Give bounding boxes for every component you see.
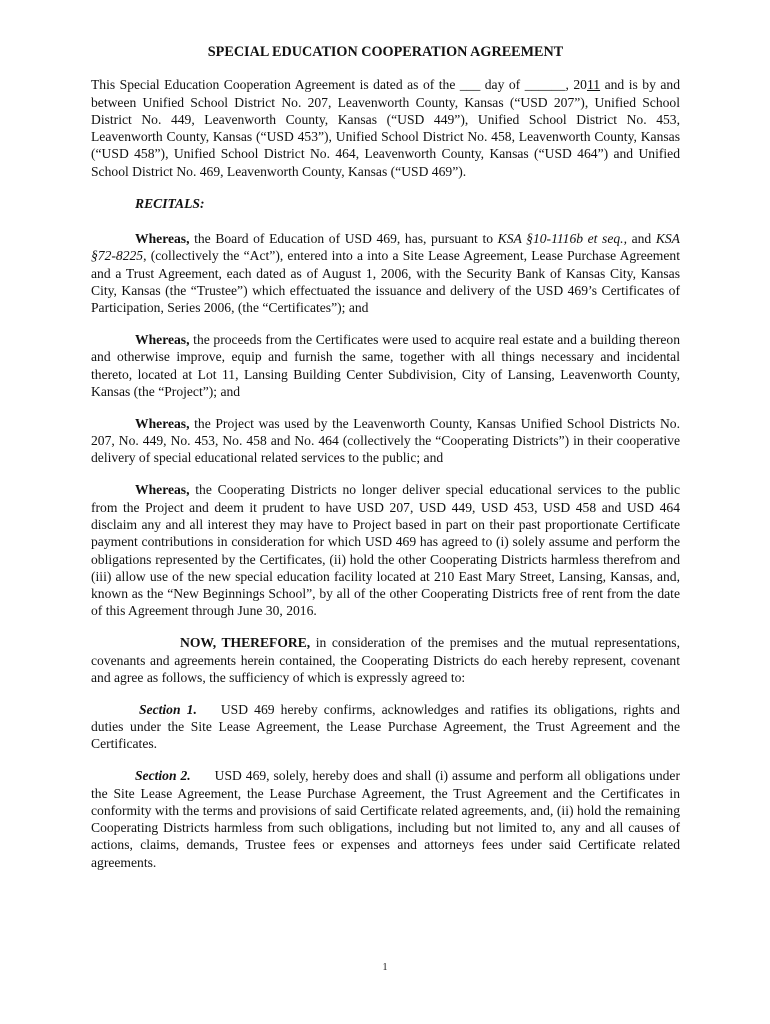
whereas-paragraph-1 bbox=[91, 230, 680, 316]
whereas2-text: the proceeds from the Certificates were used to acquire real estate and a building thereon and otherwise improve, equip and furnish the same, together with all things necessary and incidental thereto, located at Lot 11, Lansing Building Center Subdivision, City of Lansing, Leavenworth County, Kansas (the “Project”); and bbox=[91, 332, 680, 399]
intro-year-underlined: 11 bbox=[586, 77, 601, 93]
whereas4-text: the Cooperating Districts no longer deliver special educational services to the public from the Project and deem it prudent to have USD 207, USD 449, USD 453, USD 458 and USD 464 disclaim any and all interest they may have to Project based in part on their past proportionate Certificate payment contributions in consideration for which USD 469 has agreed to (i) solely assume and perform the obligations represented by the Certificates, (ii) hold the other Cooperating Districts harmless therefrom and (iii) allow use of the new special education facility located at 210 East Mary Street, Lansing, Kansas, and, known as the “New Beginnings School”, by all of the other Cooperating Districts free of rent from the date of this Agreement through June 30, 2016. bbox=[91, 482, 680, 619]
document-title: SPECIAL EDUCATION COOPERATION AGREEMENT bbox=[207, 44, 564, 60]
whereas-lead: Whereas, bbox=[135, 230, 190, 246]
intro-paragraph bbox=[91, 76, 680, 180]
whereas1-text-b: and bbox=[626, 230, 656, 246]
section-1-label: Section 1. bbox=[139, 701, 197, 717]
now-therefore-lead: NOW, THEREFORE, bbox=[180, 635, 311, 651]
section-2-text: USD 469, solely, hereby does and shall (i) assume and perform all obligations under the Site Lease Agreement, the Lease Purchase Agreement, the Trust Agreement and the Certificates in conformity with the terms and provisions of said Certificate related agreements, and, (ii) hold the remaining Cooperating Districts harmless from such obligations, including but not limited to, any and all causes of actions, claims, demands, Trustee fees or expenses and attorneys fees under said Certificate related agreements. bbox=[91, 768, 680, 870]
whereas-paragraph-3 bbox=[91, 415, 680, 467]
section-2-paragraph bbox=[91, 767, 680, 871]
whereas-lead: Whereas, bbox=[135, 415, 190, 431]
section-1-paragraph bbox=[91, 701, 680, 753]
whereas1-text-a: the Board of Education of USD 469, has, pursuant to bbox=[189, 230, 498, 246]
whereas3-text: the Project was used by the Leavenworth County, Kansas Unified School Districts No. 207, No. 449, No. 453, No. 458 and No. 464 (collectively the “Cooperating Districts”) in their cooperative delivery of special educational related services to the public; and bbox=[91, 415, 680, 466]
intro-text-1: This Special Education Cooperation Agreement is dated as of the ___ day of ______, 20 bbox=[91, 77, 587, 93]
recitals-heading: RECITALS: bbox=[135, 195, 205, 211]
whereas-lead: Whereas, bbox=[135, 482, 190, 498]
whereas-paragraph-4 bbox=[91, 481, 680, 619]
whereas-lead: Whereas, bbox=[135, 332, 190, 348]
page-number: 1 bbox=[382, 962, 388, 973]
ksa-citation-1: KSA §10-1116b et seq., bbox=[497, 230, 627, 246]
ksa-citation-2: KSA §72-8225 bbox=[91, 230, 680, 264]
document-page bbox=[91, 44, 680, 886]
now-therefore-text: in consideration of the premises and the mutual representations, covenants and agreements herein contained, the Cooperating Districts do each hereby represent, covenant and agree as follows, the sufficiency of which is expressly agreed to: bbox=[91, 635, 680, 685]
whereas1-text-c: , (collectively the “Act”), entered into a into a Site Lease Agreement, Lease Purchase Agreement and a Trust Agreement, each dated as of August 1, 2006, with the Security Bank of Kansas City, Kansas City, Kansas (the “Trustee”) which effectuated the issuance and delivery of the USD 469’s Certificates of Participation, Series 2006, (the “Certificates”); and bbox=[91, 248, 680, 316]
section-1-text: USD 469 hereby confirms, acknowledges and ratifies its obligations, rights and duties under the Site Lease Agreement, the Lease Purchase Agreement, the Trust Agreement and the Certificates. bbox=[91, 701, 680, 752]
intro-text-2: and is by and between Unified School District No. 207, Leavenworth County, Kansas (“USD 207”), Unified School District No. 449, Leavenworth County, Kansas (“USD 449”), Unified School District No. 453, Leavenworth County, Kansas (“USD 453”), Unified School District No. 458, Leavenworth County, Kansas (“USD 458”), Unified School District No. 464, Leavenworth County, Kansas (“USD 464”) and Unified School District No. 469, Leavenworth County, Kansas (“USD 469”). bbox=[91, 77, 680, 179]
now-therefore-paragraph bbox=[91, 634, 680, 686]
whereas-paragraph-2 bbox=[91, 331, 680, 400]
section-2-label: Section 2. bbox=[135, 768, 191, 784]
